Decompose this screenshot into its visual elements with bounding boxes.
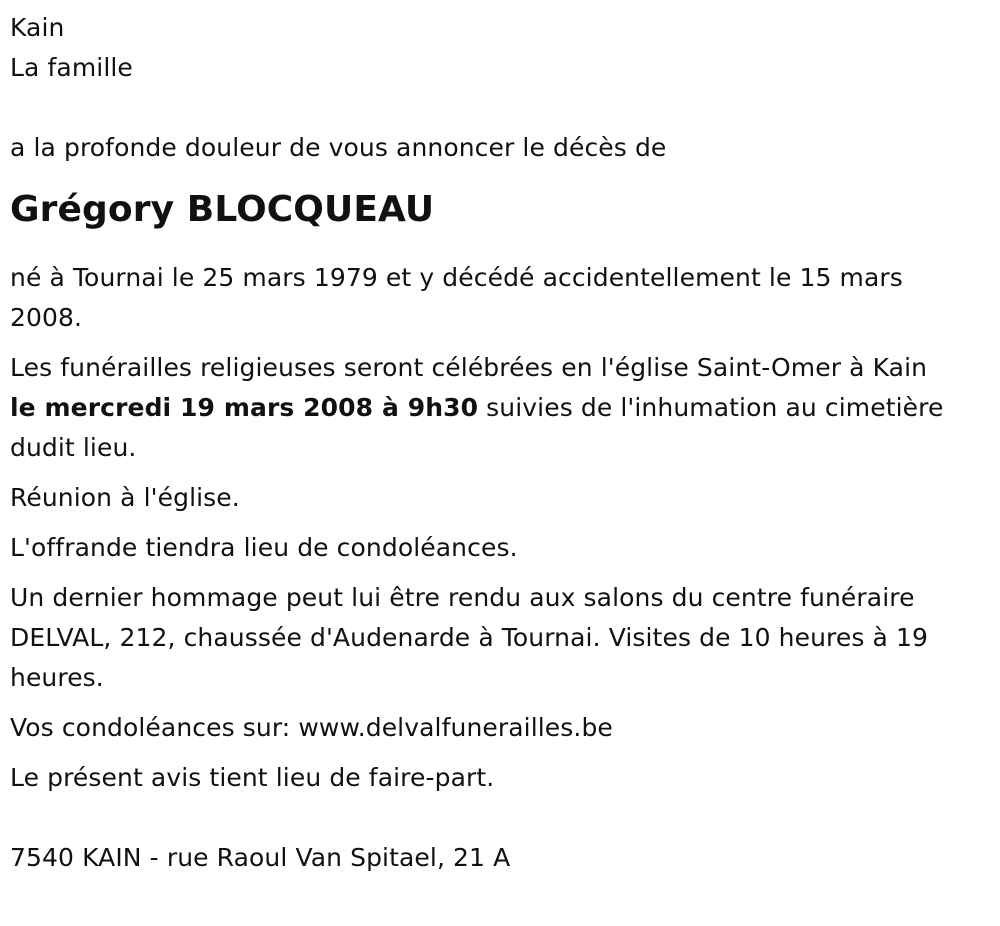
- funeral-line-2-rest: suivies de l'inhumation au cimetière: [478, 393, 944, 422]
- tribute-line-2: DELVAL, 212, chaussée d'Audenarde à Tournai. Visites de 10 heures à 19: [10, 623, 928, 652]
- funeral-line-2: [10, 388, 990, 428]
- notice-text: Le présent avis tient lieu de faire-part.: [10, 763, 495, 792]
- family-address: 7540 KAIN - rue Raoul Van Spitael, 21 A: [10, 843, 511, 872]
- offering-text: L'offrande tiendra lieu de condoléances.: [10, 533, 518, 562]
- funeral-paragraph: [10, 348, 990, 468]
- meeting-text: Réunion à l'église.: [10, 483, 240, 512]
- tribute-line-3: heures.: [10, 663, 104, 692]
- funeral-line-1: Les funérailles religieuses seront célébrées en l'église Saint-Omer à Kain: [10, 353, 928, 382]
- deceased-name: Grégory BLOCQUEAU: [10, 189, 435, 230]
- birth-death-line-2: 2008.: [10, 303, 83, 332]
- spacer: [10, 88, 990, 128]
- town-label: Kain: [10, 13, 65, 42]
- offering-paragraph: [10, 528, 990, 568]
- birth-death-line-1: né à Tournai le 25 mars 1979 et y décédé accidentellement le 15 mars: [10, 263, 903, 292]
- announcement-text: a la profonde douleur de vous annoncer le décès de: [10, 133, 667, 162]
- meeting-paragraph: [10, 478, 990, 518]
- condolences-text: Vos condoléances sur: www.delvalfunerailles.be: [10, 713, 613, 742]
- tribute-paragraph: [10, 578, 990, 698]
- family-label: La famille: [10, 53, 133, 82]
- funeral-date: le mercredi 19 mars 2008 à 9h30: [10, 393, 479, 422]
- notice-paragraph: [10, 758, 990, 798]
- condolences-paragraph: [10, 708, 990, 748]
- tribute-line-1: Un dernier hommage peut lui être rendu aux salons du centre funéraire: [10, 583, 915, 612]
- funeral-line-3: dudit lieu.: [10, 433, 137, 462]
- birth-death-paragraph: [10, 258, 990, 338]
